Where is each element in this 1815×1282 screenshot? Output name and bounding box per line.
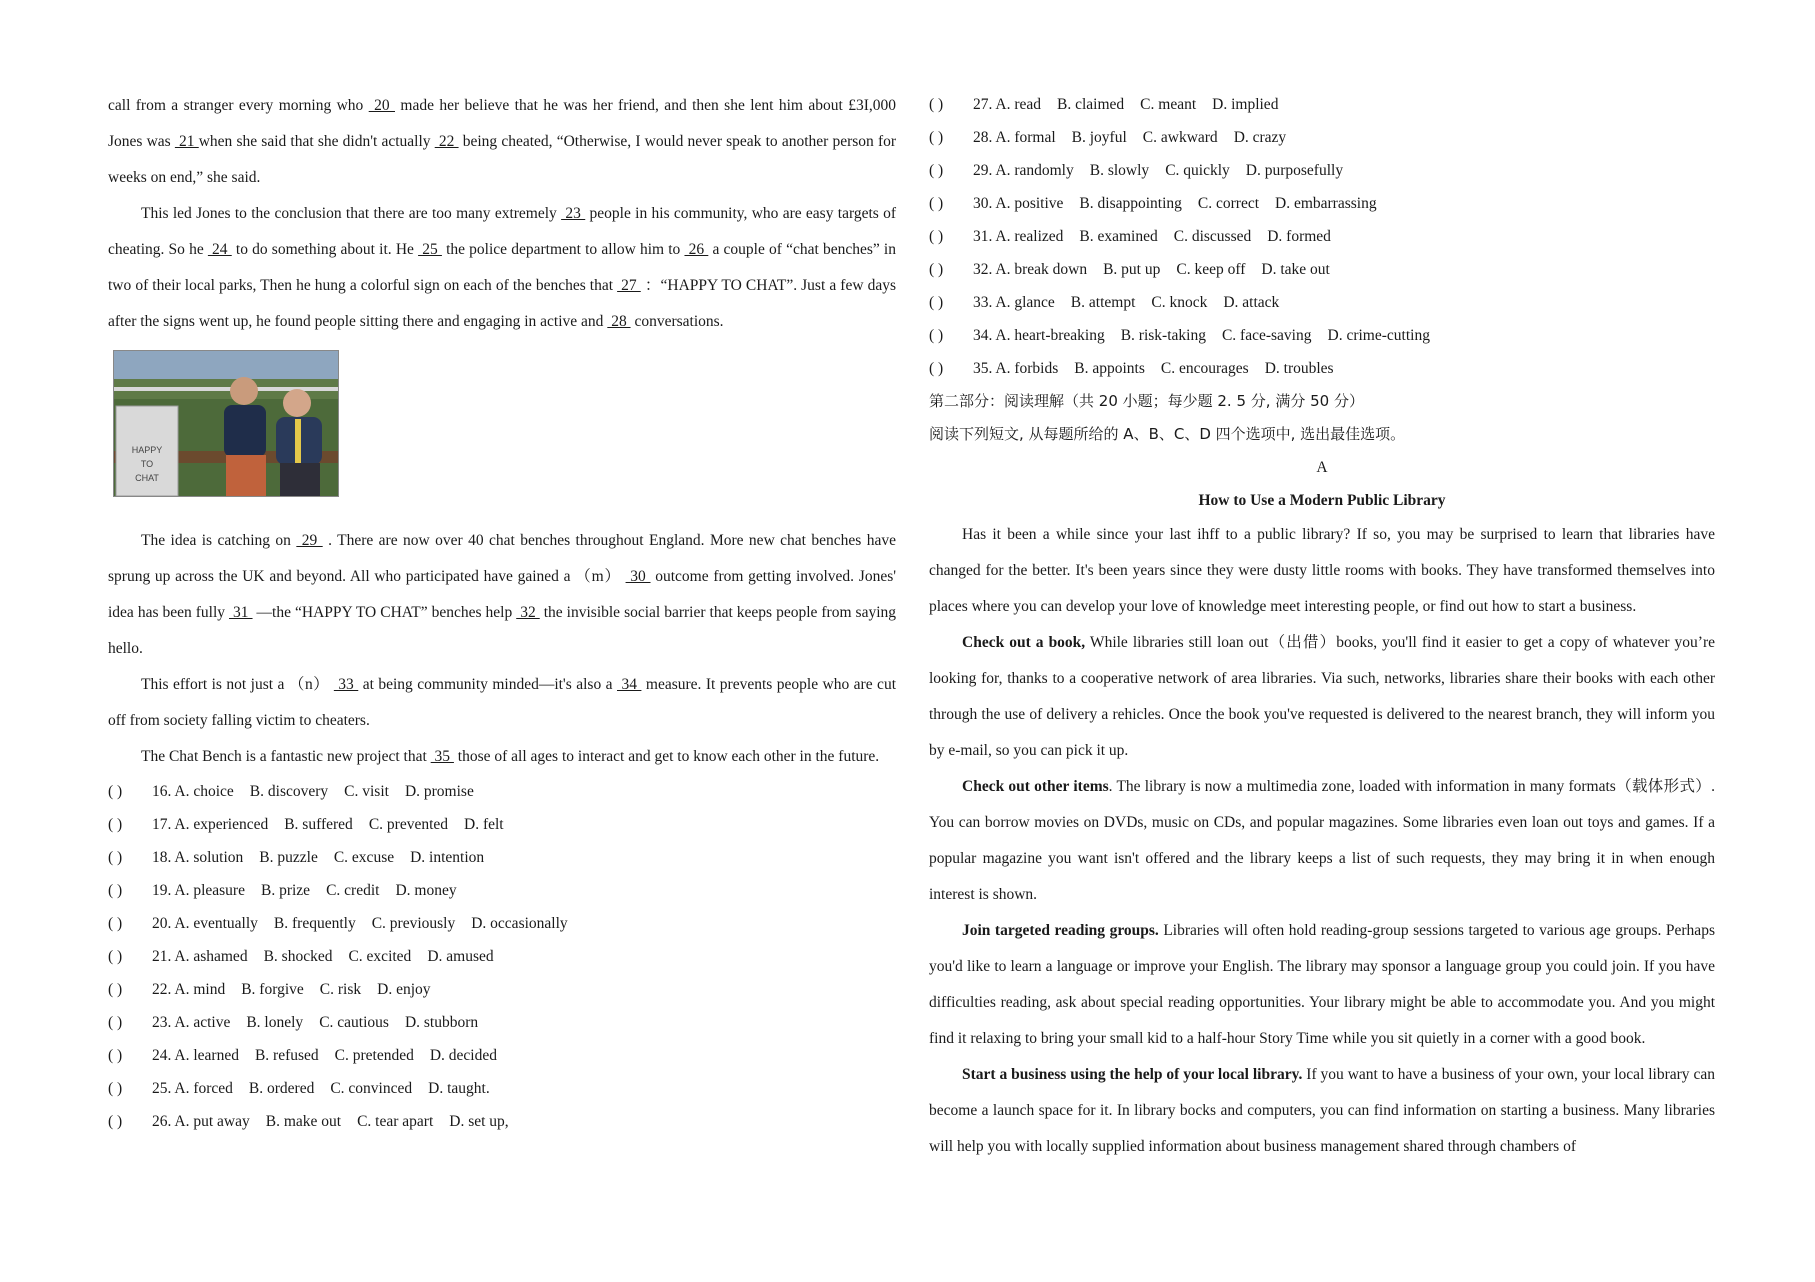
question-item: ( ) 32. A. break down B. put up C. keep off D. take out — [929, 261, 1330, 278]
left-paragraph-4: This effort is not just a （n） 33 at being community minded—it's also a 34 measure. It prevents people who are cut off from society falling victim to cheaters. — [108, 676, 896, 729]
blank-23: 23 — [561, 205, 586, 222]
left-column — [108, 88, 896, 1138]
question-item: ( ) 34. A. heart-breaking B. risk-taking C. face-saving D. crime-cutting — [929, 327, 1430, 344]
right-column — [929, 88, 1715, 1165]
blank-28: 28 — [607, 313, 631, 330]
question-item: ( ) 16. A. choice B. discovery C. visit D. promise — [108, 783, 474, 800]
question-item: ( ) 21. A. ashamed B. shocked C. excited D. amused — [108, 948, 494, 965]
question-item: ( ) 26. A. put away B. make out C. tear apart D. set up, — [108, 1113, 509, 1130]
passage-paragraph-5: Start a business using the help of your local library. If you want to have a business of your own, your local library can become a launch space for it. In library bocks and computers, you can find information on starting a business. Many libraries will help you with locally supplied information about business management shared through chambers of — [929, 1066, 1715, 1155]
paragraph-heading: Check out a book, — [962, 634, 1086, 651]
passage-letter: A — [1316, 459, 1328, 476]
left-paragraph-3: The idea is catching on 29 . There are now over 40 chat benches throughout England. More new chat benches have sprung up across the UK and beyond. All who participated have gained a （m） 30 outcome from getting involved. Jones' idea has been fully 31 —the “HAPPY TO CHAT” benches help 32 the invisible social barrier that keeps people from saying hello. — [108, 532, 897, 657]
question-item: ( ) 23. A. active B. lonely C. cautious D. stubborn — [108, 1014, 479, 1031]
question-item: ( ) 28. A. formal B. joyful C. awkward D. crazy — [929, 129, 1287, 146]
chat-bench-photo-image — [114, 351, 338, 496]
blank-35: 35 — [430, 748, 454, 765]
question-item: ( ) 24. A. learned B. refused C. pretended D. decided — [108, 1047, 497, 1064]
question-item: ( ) 17. A. experienced B. suffered C. prevented D. felt — [108, 816, 504, 833]
question-item: ( ) 31. A. realized B. examined C. discussed D. formed — [929, 228, 1331, 245]
paragraph-heading: Check out other items — [962, 778, 1109, 795]
question-item: ( ) 29. A. randomly B. slowly C. quickly D. purposefully — [929, 162, 1344, 179]
question-item: ( ) 27. A. read B. claimed C. meant D. implied — [929, 96, 1279, 113]
question-item: ( ) 22. A. mind B. forgive C. risk D. enjoy — [108, 981, 431, 998]
question-list-left — [108, 775, 896, 1138]
question-item: ( ) 20. A. eventually B. frequently C. previously D. occasionally — [108, 915, 568, 932]
section-heading: 第二部分：阅读理解（共 20 小题；每少题 2. 5 分, 满分 50 分） — [929, 392, 1364, 410]
question-item: ( ) 25. A. forced B. ordered C. convinced D. taught. — [108, 1080, 490, 1097]
sign-line-2: TO — [140, 459, 154, 469]
left-paragraph-1: call from a stranger every morning who 20 made her believe that he was her friend, and then she lent him about £3I,000 Jones was 21 when she said that she didn't actually 22 being cheated, “Otherwise, I would never speak to another person for weeks on end,” she said. — [108, 97, 897, 186]
blank-30: 30 — [625, 568, 651, 585]
blank-21: 21 — [174, 133, 199, 150]
passage-paragraph-2: Check out a book, While libraries still loan out（出借）books, you'll find it easier to get a copy of whatever you’re looking for, thanks to a cooperative network of area libraries. Via such, networks, libraries share their books with each other through the use of delivery a rehicles. Once the book you've requested is delivered to the nearest branch, they will inform you by e-mail, so you can pick it up. — [929, 634, 1716, 759]
question-item: ( ) 18. A. solution B. puzzle C. excuse D. intention — [108, 849, 485, 866]
question-item: ( ) 19. A. pleasure B. prize C. credit D. money — [108, 882, 457, 899]
blank-33: 33 — [333, 676, 359, 693]
passage-title: How to Use a Modern Public Library — [1198, 492, 1446, 509]
blank-29: 29 — [296, 532, 323, 549]
section-instruction: 阅读下列短文, 从每题所给的 A、B、C、D 四个选项中, 选出最佳选项。 — [929, 425, 1406, 443]
passage-paragraph-3: Check out other items. The library is now a multimedia zone, loaded with information in many formats（载体形式）. You can borrow movies on DVDs, music on CDs, and popular magazines. Some libraries even loan out toys and games. If a popular magazine you want isn't offered and the library keeps a list of such requests, they may bring it in when enough interest is shown. — [929, 778, 1715, 903]
question-item: ( ) 35. A. forbids B. appoints C. encourages D. troubles — [929, 360, 1334, 377]
sign-line-3: CHAT — [135, 473, 159, 483]
sign-line-1: HAPPY — [131, 445, 163, 455]
chat-bench-photo — [113, 350, 339, 497]
left-paragraph-2: This led Jones to the conclusion that there are too many extremely 23 people in his community, who are easy targets of cheating. So he 24 to do something about it. He 25 the police department to allow him to 26 a couple of “chat benches” in two of their local parks, Then he hung a colorful sign on each of the benches that 27 ：“HAPPY TO CHAT”. Just a few days after the signs went up, he found people sitting there and engaging in active and 28 conversations. — [108, 205, 897, 330]
question-item: ( ) 30. A. positive B. disappointing C. correct D. embarrassing — [929, 195, 1377, 212]
blank-26: 26 — [684, 241, 709, 258]
blank-25: 25 — [418, 241, 442, 258]
question-item: ( ) 33. A. glance B. attempt C. knock D. attack — [929, 294, 1280, 311]
paragraph-heading: Join targeted reading groups. — [962, 922, 1159, 939]
blank-32: 32 — [516, 604, 540, 621]
blank-22: 22 — [434, 133, 459, 150]
left-paragraph-5: The Chat Bench is a fantastic new project that 35 those of all ages to interact and get to know each other in the future. — [141, 748, 880, 765]
blank-27: 27 — [617, 277, 641, 294]
blank-24: 24 — [207, 241, 232, 258]
blank-20: 20 — [368, 97, 395, 114]
blank-31: 31 — [229, 604, 253, 621]
passage-paragraph-4: Join targeted reading groups. Libraries will often hold reading-group sessions targeted to various age groups. Perhaps you'd like to learn a language or improve your English. The library may sponsor a language group you could join. If you have difficulties reading, ask about special reading opportunities. Your library might be able to accommodate you. And you might find it relaxing to bring your small kid to a half-hour Story Time while you sit quietly in a corner with a good book. — [929, 922, 1715, 1047]
question-list-right — [929, 88, 1715, 385]
passage-paragraph-1: Has it been a while since your last ihff to a public library? If so, you may be surprised to learn that libraries have changed for the better. It's been years since they were dusty little rooms with books. They have transformed themselves into places where you can develop your love of knowledge meet interesting people, or find out how to start a business. — [929, 526, 1715, 615]
blank-34: 34 — [617, 676, 642, 693]
paragraph-heading: Start a business using the help of your local library. — [962, 1066, 1303, 1083]
